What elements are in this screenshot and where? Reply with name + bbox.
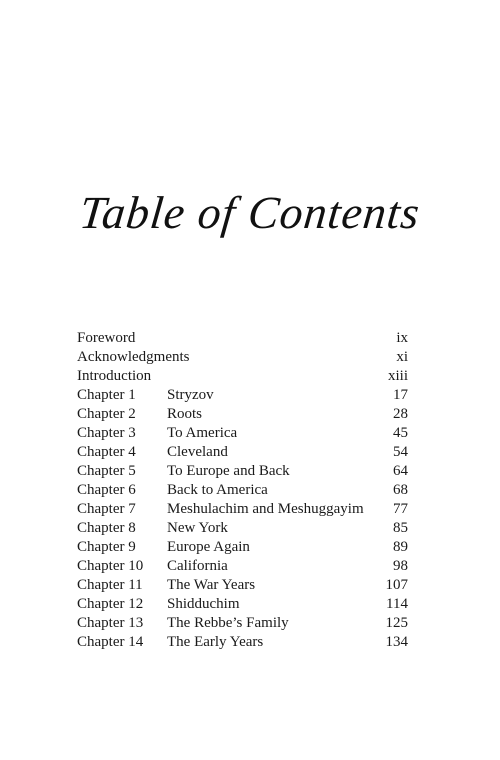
- chapter-page: 85: [393, 520, 408, 536]
- toc-entry-chapter-7: [77, 500, 408, 519]
- chapter-number: Chapter 1: [77, 387, 136, 403]
- chapter-page: 45: [393, 425, 408, 441]
- chapter-number: Chapter 8: [77, 520, 136, 536]
- chapter-title: Europe Again: [167, 539, 250, 555]
- chapter-page: 68: [393, 482, 408, 498]
- toc-entry-foreword: [77, 329, 408, 348]
- chapter-title: The Early Years: [167, 634, 264, 650]
- chapter-number: Chapter 7: [77, 501, 136, 517]
- chapter-page: 114: [386, 596, 408, 612]
- toc-entry-label: Foreword: [77, 330, 136, 346]
- toc-entry-chapter-12: [77, 595, 408, 614]
- chapter-page: 125: [385, 615, 408, 631]
- chapter-title: The Rebbe’s Family: [167, 615, 289, 631]
- chapter-number: Chapter 14: [77, 634, 144, 650]
- chapter-title: The War Years: [167, 577, 256, 593]
- toc-entry-page: xiii: [387, 368, 408, 384]
- toc-entry-acknowledgments: [77, 348, 408, 367]
- chapter-title: Cleveland: [167, 444, 228, 460]
- toc-entry-chapter-14: [77, 633, 408, 652]
- toc-entry-introduction: [77, 367, 408, 386]
- toc-entry-chapter-9: [77, 538, 408, 557]
- chapter-number: Chapter 12: [77, 596, 144, 612]
- chapter-title: Shidduchim: [167, 596, 240, 612]
- toc-entry-chapter-4: [77, 443, 408, 462]
- chapter-number: Chapter 4: [77, 444, 136, 460]
- toc-entry-chapter-8: [77, 519, 408, 538]
- chapter-title: To America: [167, 425, 238, 441]
- toc-entry-chapter-3: [77, 424, 408, 443]
- chapter-page: 107: [385, 577, 408, 593]
- chapter-page: 77: [393, 501, 408, 517]
- chapter-number: Chapter 13: [77, 615, 144, 631]
- chapter-title: Stryzov: [167, 387, 214, 403]
- chapter-number: Chapter 9: [77, 539, 136, 555]
- chapter-number: Chapter 5: [77, 463, 136, 479]
- toc-entry-chapter-11: [77, 576, 408, 595]
- chapter-page: 89: [393, 539, 408, 555]
- toc-entry-chapter-13: [77, 614, 408, 633]
- chapter-page: 17: [393, 387, 408, 403]
- toc-entry-chapter-10: [77, 557, 408, 576]
- toc-entry-label: Acknowledgments: [77, 349, 190, 365]
- chapter-number: Chapter 2: [77, 406, 136, 422]
- chapter-number: Chapter 3: [77, 425, 136, 441]
- chapter-number: Chapter 11: [77, 577, 143, 593]
- chapter-number: Chapter 10: [77, 558, 144, 574]
- chapter-title: Roots: [167, 406, 203, 422]
- chapter-page: 64: [393, 463, 408, 479]
- toc-entry-label: Introduction: [77, 368, 152, 384]
- chapter-title: Meshulachim and Meshuggayim: [167, 501, 364, 517]
- chapter-page: 134: [385, 634, 408, 650]
- chapter-title: New York: [167, 520, 228, 536]
- chapter-page: 28: [393, 406, 408, 422]
- chapter-page: 54: [393, 444, 408, 460]
- toc-entry-chapter-2: [77, 405, 408, 424]
- toc-entry-chapter-1: [77, 386, 408, 405]
- chapter-title: Back to America: [167, 482, 268, 498]
- chapter-number: Chapter 6: [77, 482, 136, 498]
- chapter-title: To Europe and Back: [167, 463, 290, 479]
- table-of-contents: [77, 329, 408, 652]
- toc-entry-page: xi: [396, 349, 408, 365]
- toc-entry-page: ix: [396, 330, 408, 346]
- chapter-title: California: [167, 558, 228, 574]
- toc-entry-chapter-6: [77, 481, 408, 500]
- toc-entry-chapter-5: [77, 462, 408, 481]
- chapter-page: 98: [393, 558, 408, 574]
- page-title: Table of Contents: [77, 187, 423, 238]
